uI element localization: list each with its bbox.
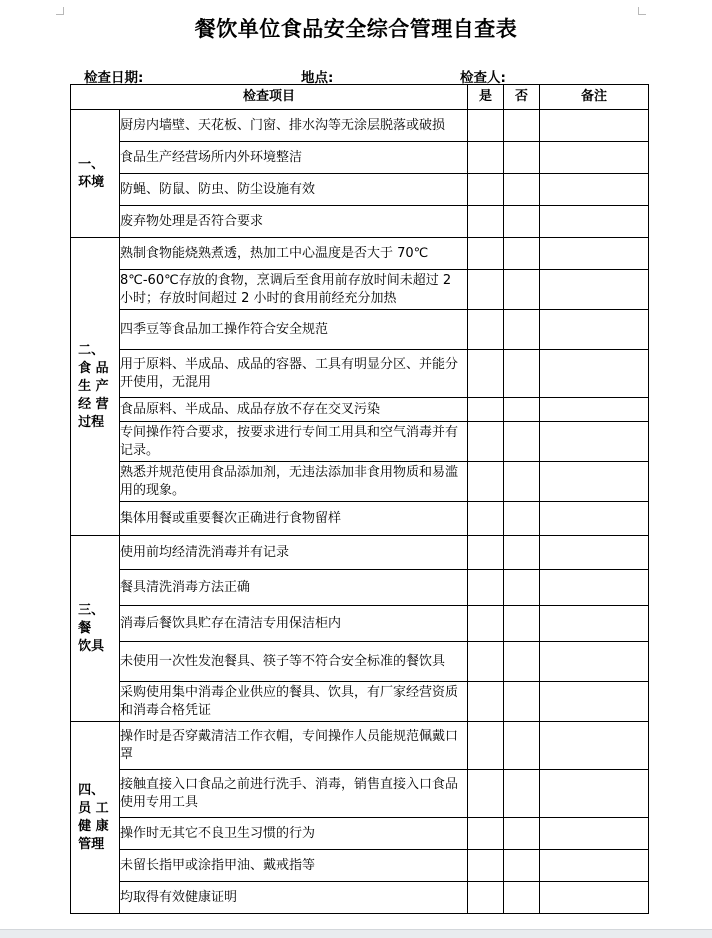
header-item: 检查项目 [71, 85, 468, 110]
no-cell[interactable] [504, 206, 540, 238]
inspection-item: 均取得有效健康证明 [120, 882, 468, 914]
yes-cell[interactable] [468, 502, 504, 536]
yes-cell[interactable] [468, 174, 504, 206]
table-row [71, 536, 649, 570]
table-row [71, 110, 649, 142]
no-cell[interactable] [504, 642, 540, 682]
header-yes: 是 [468, 85, 504, 110]
yes-cell[interactable] [468, 818, 504, 850]
section-label-text: 三、 餐 饮具 [78, 602, 105, 654]
no-cell[interactable] [504, 310, 540, 350]
document-title: 餐饮单位食品安全综合管理自查表 [194, 16, 518, 41]
remark-cell[interactable] [540, 398, 649, 422]
section-label [71, 722, 120, 914]
inspection-date-label: 检查日期: [84, 70, 144, 86]
yes-cell[interactable] [468, 270, 504, 310]
yes-cell[interactable] [468, 722, 504, 770]
table-row [71, 606, 649, 642]
no-cell[interactable] [504, 722, 540, 770]
yes-cell[interactable] [468, 206, 504, 238]
no-cell[interactable] [504, 238, 540, 270]
no-cell[interactable] [504, 422, 540, 462]
remark-cell[interactable] [540, 174, 649, 206]
section-label-text: 二、 食 品 生 产 经 营 过程 [78, 342, 109, 430]
yes-cell[interactable] [468, 238, 504, 270]
table-row [71, 398, 649, 422]
no-cell[interactable] [504, 882, 540, 914]
yes-cell[interactable] [468, 642, 504, 682]
inspection-item: 熟悉并规范使用食品添加剂，无违法添加非食用物质和易滥用的现象。 [120, 462, 468, 502]
table-row [71, 722, 649, 770]
remark-cell[interactable] [540, 422, 649, 462]
table-row [71, 174, 649, 206]
inspection-item: 采购使用集中消毒企业供应的餐具、饮具，有厂家经营资质和消毒合格凭证 [120, 682, 468, 722]
table-body [71, 110, 649, 914]
inspection-item: 接触直接入口食品之前进行洗手、消毒，销售直接入口食品使用专用工具 [120, 770, 468, 818]
remark-cell[interactable] [540, 642, 649, 682]
remark-cell[interactable] [540, 882, 649, 914]
header-no: 否 [504, 85, 540, 110]
yes-cell[interactable] [468, 682, 504, 722]
table-row [71, 462, 649, 502]
no-cell[interactable] [504, 270, 540, 310]
yes-cell[interactable] [468, 350, 504, 398]
remark-cell[interactable] [540, 462, 649, 502]
inspection-item: 操作时无其它不良卫生习惯的行为 [120, 818, 468, 850]
remark-cell[interactable] [540, 206, 649, 238]
no-cell[interactable] [504, 536, 540, 570]
inspection-item: 集体用餐或重要餐次正确进行食物留样 [120, 502, 468, 536]
section-label [71, 110, 120, 238]
self-inspection-table [70, 84, 649, 914]
table-row [71, 502, 649, 536]
table-row [71, 882, 649, 914]
no-cell[interactable] [504, 502, 540, 536]
yes-cell[interactable] [468, 422, 504, 462]
table-row [71, 642, 649, 682]
yes-cell[interactable] [468, 606, 504, 642]
remark-cell[interactable] [540, 770, 649, 818]
no-cell[interactable] [504, 850, 540, 882]
section-label-text: 四、 员 工 健 康 管理 [78, 782, 109, 852]
inspection-item: 用于原料、半成品、成品的容器、工具有明显分区、并能分开使用，无混用 [120, 350, 468, 398]
inspection-item: 厨房内墙壁、天花板、门窗、排水沟等无涂层脱落或破损 [120, 110, 468, 142]
yes-cell[interactable] [468, 142, 504, 174]
remark-cell[interactable] [540, 818, 649, 850]
remark-cell[interactable] [540, 502, 649, 536]
table-row [71, 570, 649, 606]
table-row [71, 310, 649, 350]
yes-cell[interactable] [468, 770, 504, 818]
table-row [71, 270, 649, 310]
remark-cell[interactable] [540, 536, 649, 570]
no-cell[interactable] [504, 174, 540, 206]
inspection-item: 使用前均经清洗消毒并有记录 [120, 536, 468, 570]
location-label: 地点: [301, 70, 334, 86]
yes-cell[interactable] [468, 110, 504, 142]
table-header-row [71, 85, 649, 110]
no-cell[interactable] [504, 606, 540, 642]
remark-cell[interactable] [540, 270, 649, 310]
remark-cell[interactable] [540, 110, 649, 142]
table-row [71, 238, 649, 270]
yes-cell[interactable] [468, 536, 504, 570]
inspection-item: 专间操作符合要求，按要求进行专间工用具和空气消毒并有记录。 [120, 422, 468, 462]
yes-cell[interactable] [468, 570, 504, 606]
remark-cell[interactable] [540, 310, 649, 350]
remark-cell[interactable] [540, 682, 649, 722]
section-label-text: 一、 环境 [78, 156, 105, 190]
inspector-label: 检查人: [460, 70, 506, 86]
table-row [71, 206, 649, 238]
section-label [71, 238, 120, 536]
no-cell[interactable] [504, 462, 540, 502]
yes-cell[interactable] [468, 850, 504, 882]
inspection-item: 未使用一次性发泡餐具、筷子等不符合安全标准的餐饮具 [120, 642, 468, 682]
inspection-item: 消毒后餐饮具贮存在清洁专用保洁柜内 [120, 606, 468, 642]
remark-cell[interactable] [540, 606, 649, 642]
inspection-item: 餐具清洗消毒方法正确 [120, 570, 468, 606]
inspection-item: 食品生产经营场所内外环境整洁 [120, 142, 468, 174]
remark-cell[interactable] [540, 570, 649, 606]
header-remark: 备注 [540, 85, 649, 110]
no-cell[interactable] [504, 110, 540, 142]
inspection-item: 四季豆等食品加工操作符合安全规范 [120, 310, 468, 350]
yes-cell[interactable] [468, 398, 504, 422]
yes-cell[interactable] [468, 310, 504, 350]
no-cell[interactable] [504, 350, 540, 398]
inspection-item: 熟制食物能烧熟煮透，热加工中心温度是否大于 70℃ [120, 238, 468, 270]
table-row [71, 770, 649, 818]
inspection-item: 未留长指甲或涂指甲油、戴戒指等 [120, 850, 468, 882]
remark-cell[interactable] [540, 350, 649, 398]
remark-cell[interactable] [540, 850, 649, 882]
inspection-item: 8℃-60℃存放的食物，烹调后至食用前存放时间未超过 2 小时；存放时间超过 2 小时的食用前经充分加热 [120, 270, 468, 310]
table-row [71, 142, 649, 174]
no-cell[interactable] [504, 398, 540, 422]
section-label [71, 536, 120, 722]
yes-cell[interactable] [468, 882, 504, 914]
inspection-item: 操作时是否穿戴清洁工作衣帽，专间操作人员能规范佩戴口罩 [120, 722, 468, 770]
table-row [71, 818, 649, 850]
remark-cell[interactable] [540, 142, 649, 174]
no-cell[interactable] [504, 682, 540, 722]
remark-cell[interactable] [540, 238, 649, 270]
inspection-item: 防蝇、防鼠、防虫、防尘设施有效 [120, 174, 468, 206]
no-cell[interactable] [504, 570, 540, 606]
table-row [71, 350, 649, 398]
no-cell[interactable] [504, 818, 540, 850]
table-row [71, 682, 649, 722]
inspection-item: 废弃物处理是否符合要求 [120, 206, 468, 238]
no-cell[interactable] [504, 142, 540, 174]
yes-cell[interactable] [468, 462, 504, 502]
table-row [71, 422, 649, 462]
remark-cell[interactable] [540, 722, 649, 770]
table-row [71, 850, 649, 882]
no-cell[interactable] [504, 770, 540, 818]
inspection-item: 食品原料、半成品、成品存放不存在交叉污染 [120, 398, 468, 422]
